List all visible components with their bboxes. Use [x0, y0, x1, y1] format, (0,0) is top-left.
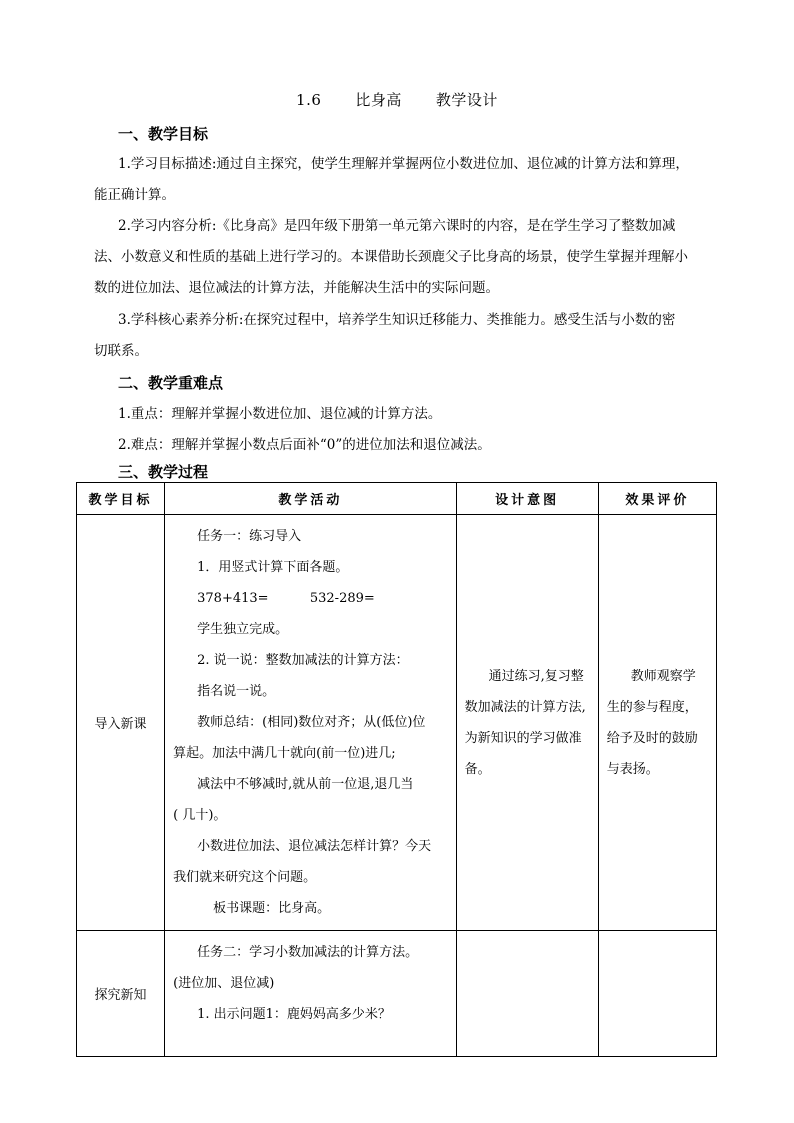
header-activity: 教学活动 [165, 483, 456, 515]
activity-line: ( 几十)。 [173, 808, 227, 823]
evaluation-line: 与表扬。 [606, 761, 659, 777]
evaluation-cell [598, 515, 716, 931]
objective-2 [94, 211, 718, 304]
objective-2-line-1: 2.学习内容分析:《比身高》是四年级下册第一单元第六课时的内容，是在学生学习了整数加减 [118, 218, 676, 234]
activity-line: 算起。加法中满几十就向(前一位)进几; [173, 746, 396, 761]
table-row [77, 515, 717, 931]
objective-3-line-1: 3.学科核心素养分析:在探究过程中，培养学生知识迁移能力、类推能力。感受生活与小数的密 [118, 312, 676, 328]
evaluation-line: 给予及时的鼓励 [606, 730, 698, 746]
activity-line: 1．用竖式计算下面各题。 [197, 560, 349, 575]
activity-line: 教师总结：(相同)数位对齐；从(低位)位 [197, 715, 426, 730]
intent-line: 通过练习,复习整 [488, 668, 584, 684]
section-heading-key-points: 二、教学重难点 [118, 374, 224, 392]
header-objective: 教学目标 [77, 483, 165, 515]
page-title [0, 89, 794, 110]
intent-line: 为新知识的学习做准 [464, 730, 582, 746]
activity-line: (进位加、退位减) [173, 976, 275, 991]
teaching-process-table [76, 482, 717, 1057]
activity-line: 任务二：学习小数加减法的计算方法。 [197, 945, 419, 960]
stage-cell: 导入新课 [77, 515, 165, 931]
activity-line: 板书课题：比身高。 [213, 901, 331, 916]
activity-line: 减法中不够减时,就从前一位退,退几当 [197, 777, 414, 792]
activity-line: 指名说一说。 [197, 684, 276, 699]
intent-cell [456, 931, 598, 1057]
evaluation-cell [598, 931, 716, 1057]
activity-line: 我们就来研究这个问题。 [173, 870, 317, 885]
intent-line: 备。 [464, 761, 491, 777]
key-point-1: 1.重点：理解并掌握小数进位加、退位减的计算方法。 [118, 406, 442, 422]
objective-2-line-2: 法、小数意义和性质的基础上进行学习的。本课借助长颈鹿父子比身高的场景，使学生掌握并理解小 [94, 249, 688, 265]
activity-line: 任务一：练习导入 [197, 529, 302, 544]
activity-cell [165, 515, 456, 931]
objective-3 [94, 305, 718, 367]
evaluation-line: 生的参与程度， [606, 699, 698, 715]
objective-2-line-3: 数的进位加法、退位减法的计算方法，并能解决生活中的实际问题。 [94, 280, 499, 296]
table-header-row [77, 483, 717, 515]
activity-line: 学生独立完成。 [197, 622, 289, 637]
objective-1 [94, 149, 718, 211]
table-row [77, 931, 717, 1057]
header-evaluation: 效果评价 [598, 483, 716, 515]
objective-1-line-1: 1.学习目标描述:通过自主探究，使学生理解并掌握两位小数进位加、退位减的计算方法和算理， [118, 156, 689, 172]
section-heading-objectives: 一、教学目标 [118, 125, 209, 143]
intent-cell [456, 515, 598, 931]
title-lesson-name: 比身高 [355, 91, 402, 109]
title-number: 1.6 [296, 91, 322, 109]
stage-cell: 探究新知 [77, 931, 165, 1057]
header-intent: 设计意图 [456, 483, 598, 515]
activity-cell [165, 931, 456, 1057]
activity-line: 378+413= 532-289= [197, 591, 375, 606]
key-point-2: 2.难点：理解并掌握小数点后面补“0”的进位加法和退位减法。 [118, 437, 491, 453]
activity-line: 2. 说一说：整数加减法的计算方法： [197, 653, 409, 668]
section-heading-process: 三、教学过程 [118, 463, 209, 481]
title-suffix: 教学设计 [435, 91, 498, 109]
activity-line: 1. 出示问题1：鹿妈妈高多少米？ [197, 1007, 391, 1022]
objective-3-line-2: 切联系。 [94, 343, 148, 359]
intent-line: 数加减法的计算方法, [464, 699, 586, 715]
activity-line: 小数进位加法、退位减法怎样计算？今天 [197, 839, 432, 854]
objective-1-line-2: 能正确计算。 [94, 187, 175, 203]
evaluation-line: 教师观察学 [630, 668, 696, 684]
